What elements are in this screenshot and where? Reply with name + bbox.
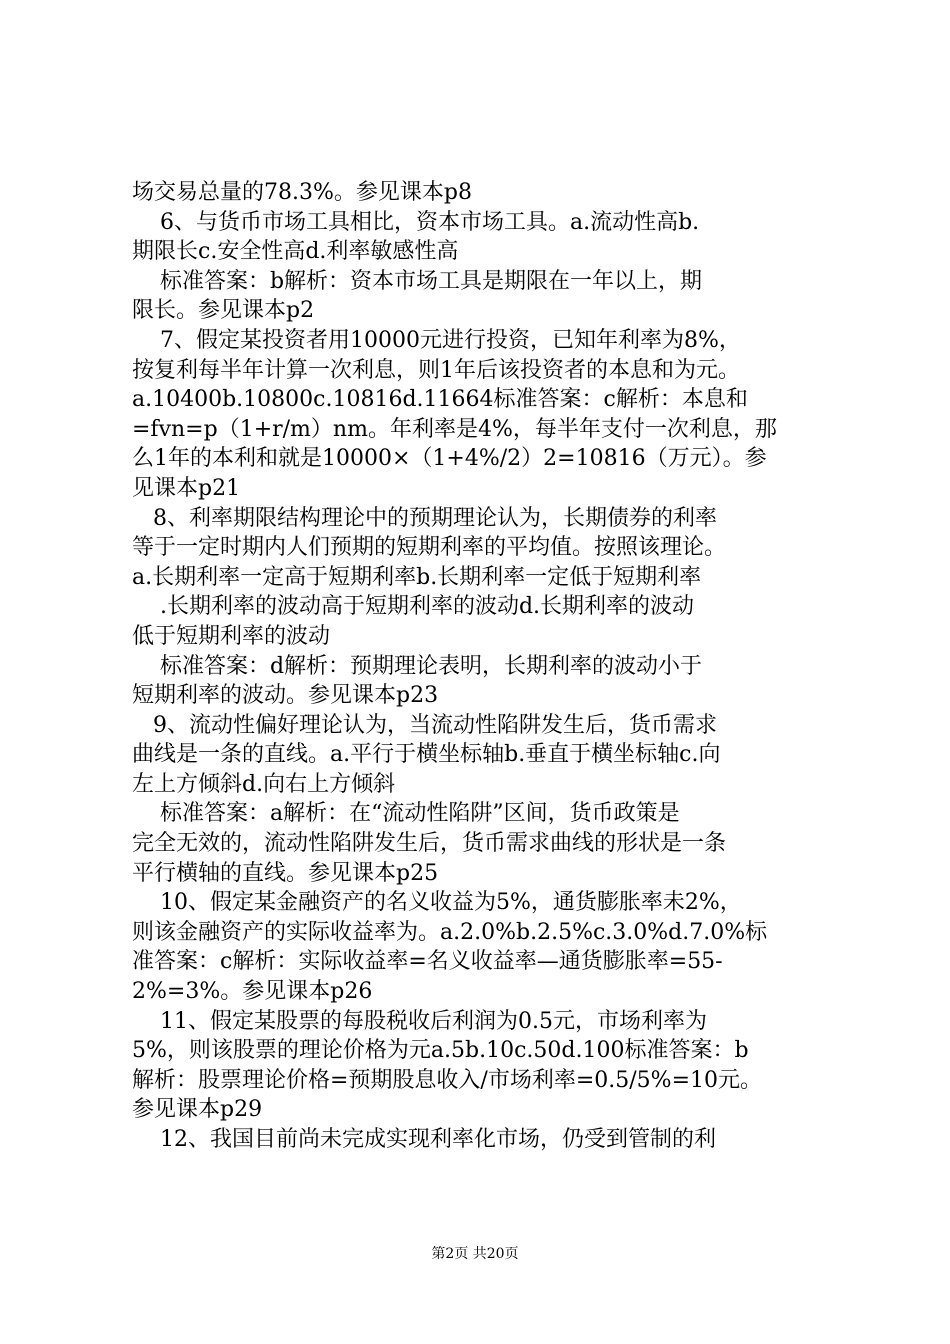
text-line: 期限长c.安全性高d.利率敏感性高	[132, 239, 459, 265]
text-line: 标准答案：d解析：预期理论表明，长期利率的波动小于	[132, 653, 703, 679]
text-line: 等于一定时期内人们预期的短期利率的平均值。按照该理论。	[132, 535, 727, 561]
page-number-label: 第2页 共20页	[431, 1246, 519, 1262]
page-footer	[0, 1244, 950, 1264]
text-line: 么1年的本利和就是10000×（1+4%/2）2=10816（万元）。参	[132, 446, 767, 472]
text-line: a.长期利率一定高于短期利率b.长期利率一定低于短期利率	[132, 564, 702, 590]
document-body	[132, 178, 832, 1155]
text-line: 12、我国目前尚未完成实现利率化市场，仍受到管制的利	[132, 1127, 716, 1152]
text-line: 参见课本p29	[132, 1097, 263, 1123]
text-line: 左上方倾斜d.向右上方倾斜	[132, 771, 396, 797]
text-line: 准答案：c解析：实际收益率=名义收益率—通货膨胀率=55-	[132, 949, 723, 975]
text-line: 场交易总量的78.3%。参见课本p8	[132, 180, 472, 205]
text-line: 解析：股票理论价格=预期股息收入/市场利率=0.5/5%=10元。	[132, 1067, 763, 1093]
text-line: 2%=3%。参见课本p26	[132, 979, 373, 1005]
text-line: 限长。参见课本p2	[132, 298, 315, 324]
text-line: 7、假定某投资者用10000元进行投资，已知年利率为8%，	[132, 327, 741, 353]
text-line: 按复利每半年计算一次利息，则1年后该投资者的本息和为元。	[132, 357, 740, 383]
text-line: 曲线是一条的直线。a.平行于横坐标轴b.垂直于横坐标轴c.向	[132, 742, 721, 768]
text-line: 9、流动性偏好理论认为，当流动性陷阱发生后，货币需求	[132, 712, 717, 738]
text-line: 8、利率期限结构理论中的预期理论认为，长期债券的利率	[132, 505, 717, 531]
text-line: .长期利率的波动高于短期利率的波动d.长期利率的波动	[132, 594, 695, 620]
text-line: 6、与货币市场工具相比，资本市场工具。a.流动性高b.	[132, 209, 700, 235]
text-line: =fvn=p（1+r/m）nm。年利率是4%，每半年支付一次利息，那	[132, 416, 777, 442]
text-line: 标准答案：a解析：在“流动性陷阱”区间，货币政策是	[132, 801, 680, 827]
text-line: 低于短期利率的波动	[132, 623, 331, 649]
text-line: 10、假定某金融资产的名义收益为5%，通货膨胀率未2%，	[132, 890, 742, 916]
text-line: 则该金融资产的实际收益率为。a.2.0%b.2.5%c.3.0%d.7.0%标	[132, 919, 768, 945]
text-line: 标准答案：b解析：资本市场工具是期限在一年以上，期	[132, 268, 703, 294]
text-line: 5%，则该股票的理论价格为元a.5b.10c.50d.100标准答案：b	[132, 1038, 749, 1064]
text-line: 见课本p21	[132, 475, 241, 501]
text-line: 11、假定某股票的每股税收后利润为0.5元，市场利率为	[132, 1008, 707, 1034]
text-line: 完全无效的，流动性陷阱发生后，货币需求曲线的形状是一条	[132, 831, 727, 857]
text-line: a.10400b.10800c.10816d.11664标准答案：c解析：本息和	[132, 387, 748, 413]
text-line: 短期利率的波动。参见课本p23	[132, 683, 439, 709]
text-line: 平行横轴的直线。参见课本p25	[132, 860, 439, 886]
